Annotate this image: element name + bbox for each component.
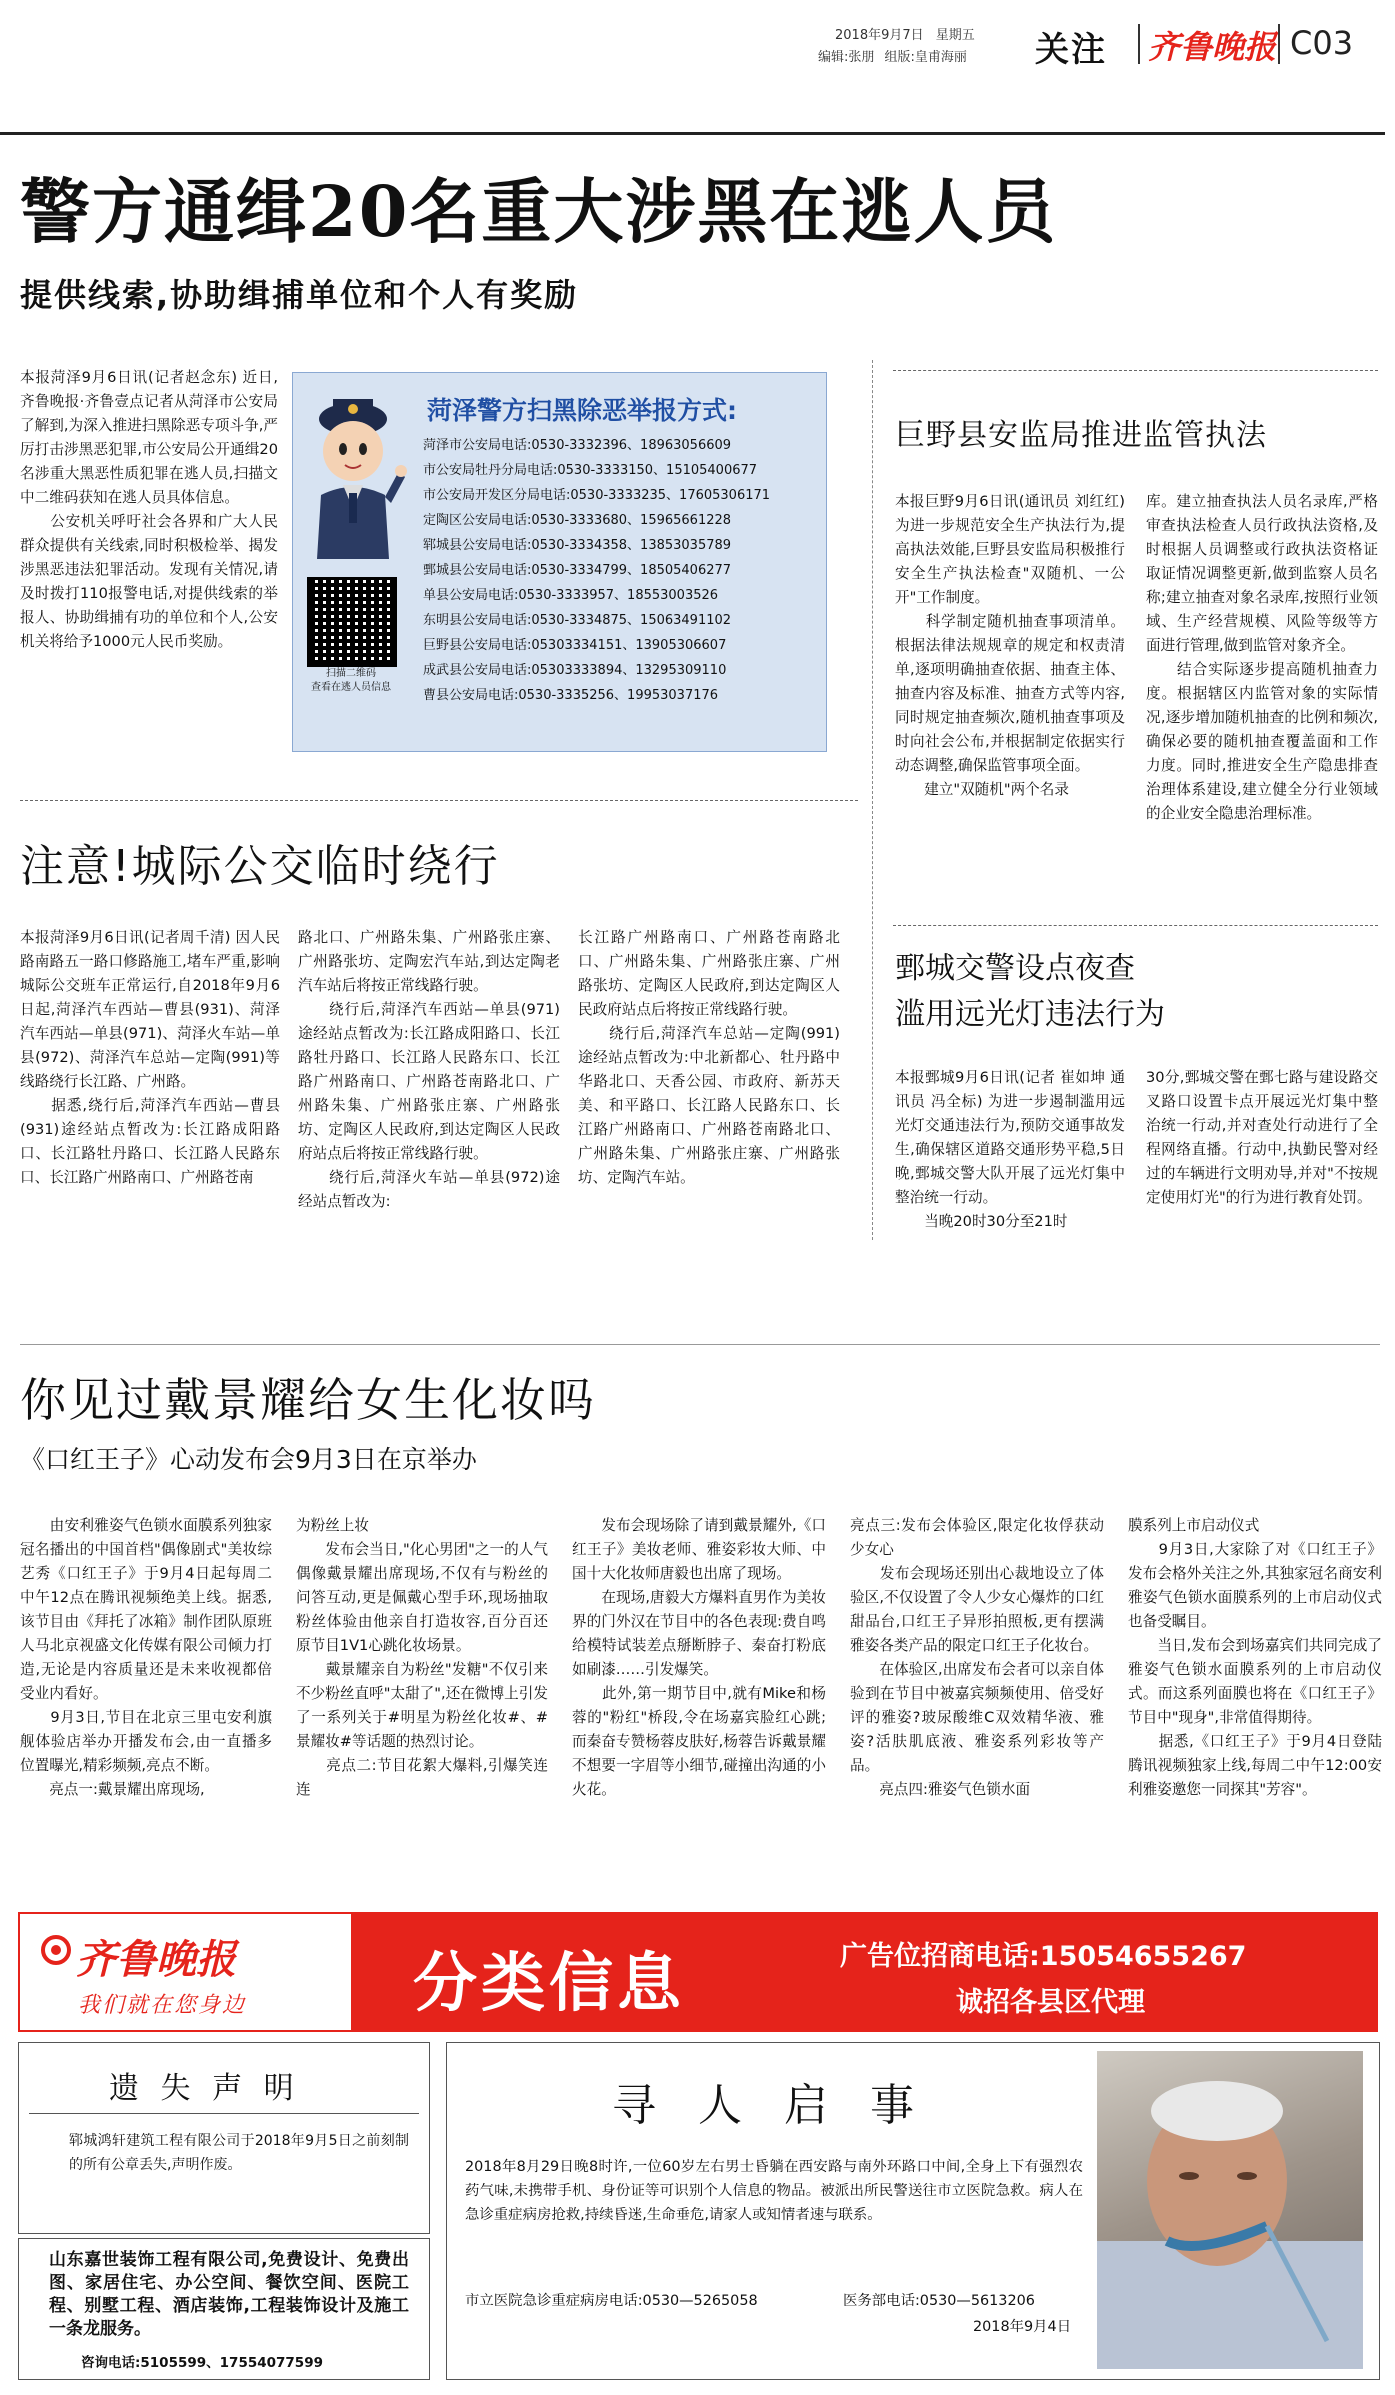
report-phone-line: 成武县公安局电话:05303333894、13295309110 (423, 663, 727, 678)
article5-col1: 由安利雅姿气色锁水面膜系列独家冠名播出的中国首档"偶像剧式"美妆综艺秀《口红王子》于9月4日起每周二中午12点在腾讯视频绝美上线。据悉,该节目由《拜托了冰箱》制作团队原班人马北京视盛文化传媒有限公司倾力打造,无论是内容质量还是未来收视都倍受业内看好。 9月3日,节目在北京三里屯安利旗舰体验店举办开播发布会,由一直播多位置曝光,精彩频频,亮点不断。 亮点一:戴景耀出席现场, (20, 1517, 272, 1798)
masthead-page: C03 (1290, 24, 1354, 62)
article4-headline-1: 鄄城交警设点夜查 (895, 951, 1135, 986)
report-phone-line: 市公安局牡丹分局电话:0530-3333150、15105400677 (423, 463, 758, 478)
report-phone-line: 曹县公安局电话:0530-3335256、19953037176 (423, 688, 719, 703)
masthead-weekday: 星期五 (935, 28, 975, 43)
article4-headline-2: 滥用远光灯违法行为 (895, 997, 1165, 1032)
article5-col2: 为粉丝上妆 发布会当日,"化心男团"之一的人气偶像戴景耀出席现场,不仅有与粉丝的问答互动,更是佩戴心型手环,现场抽取粉丝体验由他亲自打造妆容,百分百还原节目1V1心跳化妆场景。 戴景耀亲自为粉丝"发糖"不仅引来不少粉丝直呼"太甜了",还在微博上引发了一系列关于#明星为粉丝化妆#、#景耀妆#等话题的热烈讨论。 亮点二:节目花絮大爆料,引爆笑连连 (296, 1517, 548, 1798)
article3-col3: 长江路广州路南口、广州路苍南路北口、广州路朱集、广州路张庄寨、广州路张坊、定陶区人民政府,到达定陶区人民政府站点后将按正常线路行驶。 绕行后,菏泽汽车总站—定陶(991)途经站点暂改为:中北新都心、牡丹路中华路北口、天香公园、市政府、新苏天美、和平路口、长江路人民路东口、长江路广州路南口、广州路苍南路北口、广州路朱集、广州路张庄寨、广州路张坊、定陶汽车站。 (578, 929, 840, 1186)
masthead-rule (0, 132, 1385, 135)
lost-notice (18, 2042, 430, 2234)
article1-subhead: 提供线索,协助缉捕单位和个人有奖励 (20, 276, 579, 314)
qr-caption: 扫描二维码 查看在逃人员信息 (311, 668, 391, 693)
missing-notice-date: 2018年9月4日 (973, 2319, 1072, 2335)
report-phone-line: 郓城县公安局电话:0530-3334358、13853035789 (423, 538, 732, 553)
report-phone-line: 单县公安局电话:0530-3333957、18553003526 (423, 588, 719, 603)
decoration-ad (18, 2238, 430, 2380)
article3-headline: 注意!城际公交临时绕行 (20, 841, 500, 892)
article1-headline: 警方通缉20名重大涉黑在逃人员 (20, 170, 1058, 253)
masthead-layout: 组版:皇甫海丽 (884, 50, 967, 65)
classified-banner (18, 1912, 1378, 2032)
medical-dept-phone: 医务部电话:0530—5613206 (843, 2293, 1035, 2309)
report-box (292, 372, 827, 752)
classified-phone: 广告位招商电话:15054655267 (840, 1941, 1247, 1972)
report-box-title: 菏泽警方扫黑除恶举报方式: (427, 396, 737, 425)
article5-subhead: 《口红王子》心动发布会9月3日在京举办 (20, 1445, 477, 1474)
police-mascot-icon (299, 379, 407, 569)
paper-logo-icon (40, 1928, 72, 1972)
classified-title: 分类信息 (413, 1947, 685, 2021)
qr-code-icon[interactable] (307, 577, 397, 667)
article2-col2: 库。建立抽查执法人员名录库,严格审查执法检查人员行政执法资格,及时根据人员调整或行政执法资格证取证情况调整更新,做到监察人员名称;建立抽查对象名录库,按照行业领域、生产经营规模、风险等级等方面进行管理,做到监管对象齐全。 结合实际逐步提高随机抽查力度。根据辖区内监管对象的实际情况,逐步增加随机抽查的比例和频次,确保必要的随机抽查覆盖面和工作力度。同时,推进安全生产隐患排查治理体系建设,建立健全分行业领域的企业安全隐患治理标准。 (1146, 493, 1378, 822)
decoration-ad-text: 山东嘉世装饰工程有限公司,免费设计、免费出图、家居住宅、办公空间、餐饮空间、医院工程、别墅工程、酒店装饰,工程装饰设计及施工一条龙服务。 (49, 2250, 409, 2339)
article4-col1: 本报鄄城9月6日讯(记者 崔如坤 通讯员 冯全标) 为进一步遏制滥用远光灯交通违法行为,预防交通事故发生,确保辖区道路交通形势平稳,5日晚,鄄城交警大队开展了远光灯集中整治统一行动。 当晚20时30分至21时 (895, 1069, 1125, 1230)
report-phone-line: 菏泽市公安局电话:0530-3332396、18963056609 (423, 438, 732, 453)
decoration-ad-phone: 咨询电话:5105599、17554077599 (81, 2355, 323, 2371)
article4-col2: 30分,鄄城交警在鄄七路与建设路交叉路口设置卡点开展远光灯集中整治统一行动,并对查处行动进行了全程网络直播。行动中,执勤民警对经过的车辆进行文明劝导,并对"不按规定使用灯光"的行为进行教育处罚。 (1146, 1069, 1378, 1206)
lost-notice-title: 遗 失 声 明 (109, 2071, 300, 2106)
masthead-date: 2018年9月7日 (835, 28, 924, 43)
classified-logo: 齐鲁晚报 (76, 1936, 236, 1983)
report-phone-line: 东明县公安局电话:0530-3334875、15063491102 (423, 613, 732, 628)
masthead (0, 0, 1395, 80)
masthead-divider (1138, 24, 1140, 64)
report-phone-line: 巨野县公安局电话:05303334151、13905306607 (423, 638, 727, 653)
lost-notice-text: 郓城鸿轩建筑工程有限公司于2018年9月5日之前刻制的所有公章丢失,声明作废。 (69, 2133, 409, 2173)
report-phone-line: 鄄城县公安局电话:0530-3334799、18505406277 (423, 563, 732, 578)
report-phone-list (423, 433, 819, 708)
report-phone-line: 市公安局开发区分局电话:0530-3333235、17605306171 (423, 488, 771, 503)
article2-headline: 巨野县安监局推进监管执法 (895, 418, 1267, 453)
missing-notice-title: 寻 人 启 事 (612, 2080, 928, 2131)
article5-col5: 膜系列上市启动仪式 9月3日,大家除了对《口红王子》发布会格外关注之外,其独家冠名商安利雅姿气色锁水面膜系列的上市启动仪式也备受瞩目。 当日,发布会到场嘉宾们共同完成了雅姿气色锁水面膜系列的上市启动仪式。而这系列面膜也将在《口红王子》节目中"现身",非常值得期待。 据悉,《口红王子》于9月4日登陆腾讯视频独家上线,每周二中午12:00安利雅姿邀您一同探其"芳容"。 (1128, 1517, 1382, 1798)
article3-col1: 本报菏泽9月6日讯(记者周千清) 因人民路南路五一路口修路施工,堵车严重,影响城际公交班车正常运行,自2018年9月6日起,菏泽汽车西站—曹县(931)、菏泽汽车西站—单县(971)、菏泽火车站—单县(972)、菏泽汽车总站—定陶(991)等线路绕行长江路、广州路。 据悉,绕行后,菏泽汽车西站—曹县(931)途经站点暂改为:长江路成阳路口、长江路牡丹路口、长江路人民路东口、长江路广州路南口、广州路苍南 (20, 929, 280, 1186)
masthead-editor: 编辑:张朋 (818, 50, 875, 65)
article1-body: 本报菏泽9月6日讯(记者赵念东) 近日,齐鲁晚报·齐鲁壹点记者从菏泽市公安局了解到,为深入推进扫黑除恶专项斗争,严厉打击涉黑恶犯罪,市公安局公开通缉20名涉重大黑恶性质犯罪在逃人员,扫描文中二维码获知在逃人员具体信息。 公安机关呼吁社会各界和广大人民群众提供有关线索,同时积极检举、揭发涉黑恶违法犯罪活动。发现有关情况,请及时拨打110报警电话,对提供线索的举报人、协助缉捕有功的单位和个人,公安机关将给予1000元人民币奖励。 (20, 369, 278, 650)
classified-agent: 诚招各县区代理 (956, 1987, 1145, 2018)
report-phone-line: 定陶区公安局电话:0530-3333680、15965661228 (423, 513, 732, 528)
missing-notice-text: 2018年8月29日晚8时许,一位60岁左右男士昏躺在西安路与南外环路口中间,全身上下有强烈农药气味,未携带手机、身份证等可识别个人信息的物品。被派出所民警送往市立医院急救。病人在急诊重症病房抢救,持续昏迷,生命垂危,请家人或知情者速与联系。 (465, 2159, 1083, 2223)
masthead-paper: 齐鲁晚报 (1148, 28, 1277, 66)
article2-col1: 本报巨野9月6日讯(通讯员 刘红红) 为进一步规范安全生产执法行为,提高执法效能,巨野县安监局积极推行安全生产执法检查"双随机、一公开"工作制度。 科学制定随机抽查事项清单。根据法律法规规章的规定和权责清单,逐项明确抽查依据、抽查主体、抽查内容及标准、抽查方式等内容,同时规定抽查频次,随机抽查事项及时向社会公布,并根据制定依据实行动态调整,确保监管事项全面。 建立"双随机"两个名录 (895, 493, 1125, 798)
article5-col3: 发布会现场除了请到戴景耀外,《口红王子》美妆老师、雅姿彩妆大师、中国十大化妆师唐毅也出席了现场。 在现场,唐毅大方爆料直男作为美妆界的门外汉在节目中的各色表现:费自鸣给模特试装差点掰断脖子、秦奋打粉底如刷漆……引发爆笑。 此外,第一期节目中,就有Mike和杨蓉的"粉红"桥段,令在场嘉宾脸红心跳;而秦奋专赞杨蓉皮肤好,杨蓉告诉戴景耀不想要一字眉等小细节,碰撞出沟通的小火花。 (572, 1517, 826, 1798)
missing-person-notice (446, 2042, 1380, 2380)
hospital-phone: 市立医院急诊重症病房电话:0530—5265058 (465, 2293, 758, 2309)
classified-slogan: 我们就在您身边 (78, 1993, 247, 2018)
article5-headline: 你见过戴景耀给女生化妆吗 (20, 1373, 596, 1427)
masthead-section: 关注 (1035, 30, 1107, 70)
column-divider (872, 360, 873, 1240)
missing-person-photo (1097, 2051, 1363, 2369)
article3-col2: 路北口、广州路朱集、广州路张庄寨、广州路张坊、定陶宏汽车站,到达定陶老汽车站后将按正常线路行驶。 绕行后,菏泽汽车西站—单县(971)途经站点暂改为:长江路成阳路口、长江路牡丹路口、长江路人民路东口、长江路广州路南口、广州路苍南路北口、广州路朱集、广州路张庄寨、广州路张坊、定陶区人民政府,到达定陶区人民政府站点后将按正常线路行驶。 绕行后,菏泽火车站—单县(972)途经站点暂改为: (298, 929, 560, 1210)
article5-col4: 亮点三:发布会体验区,限定化妆俘获动少女心 发布会现场还别出心裁地设立了体验区,不仅设置了令人少女心爆炸的口红甜品台,口红王子异形拍照板,更有摆满雅姿各类产品的限定口红王子化妆台。 在体验区,出席发布会者可以亲自体验到在节目中被嘉宾频频使用、倍受好评的雅姿?玻尿酸维C双效精华液、雅姿?活肤肌底液、雅姿系列彩妆等产品。 亮点四:雅姿气色锁水面 (850, 1517, 1104, 1798)
